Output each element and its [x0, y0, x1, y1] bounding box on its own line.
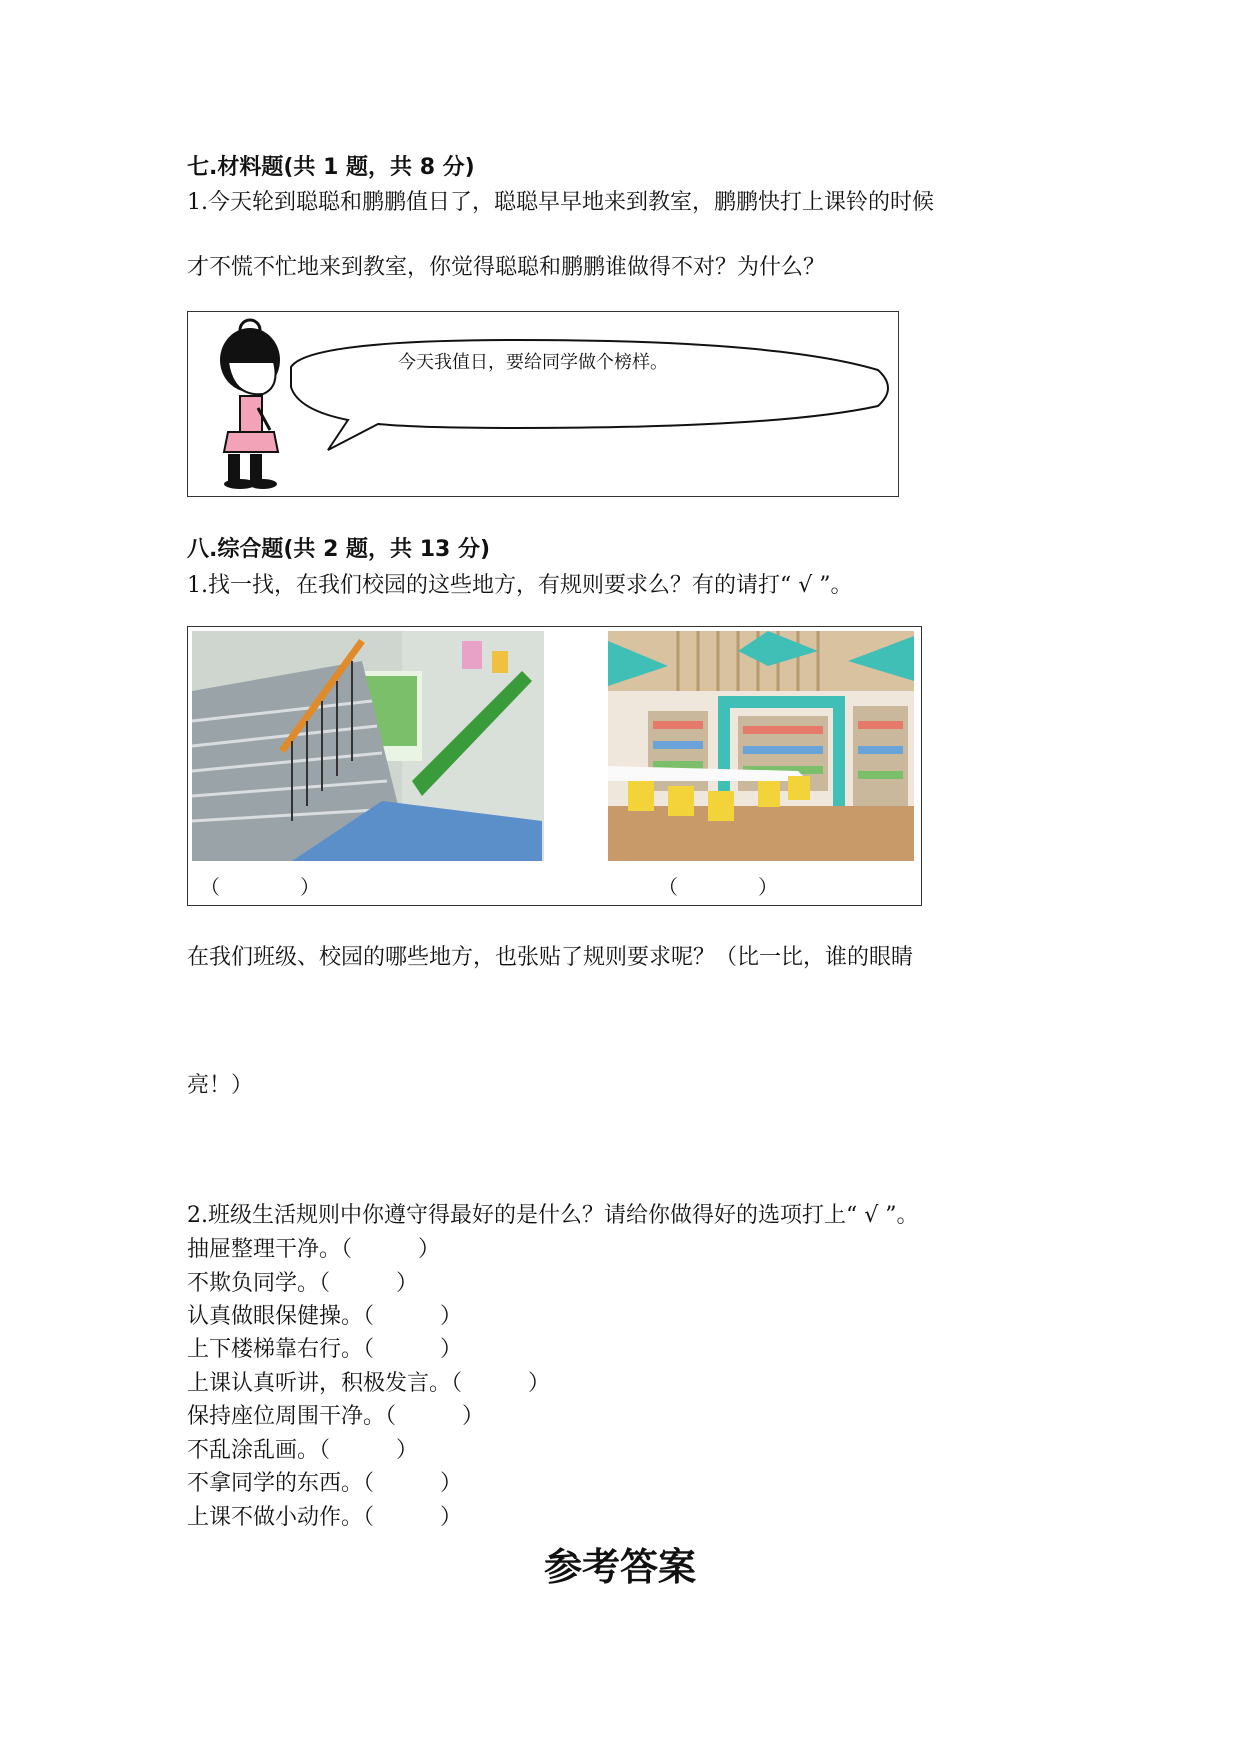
speech-illustration [187, 311, 899, 497]
library-photo [608, 631, 914, 861]
question-8-1-follow-line1: 在我们班级、校园的哪些地方，也张贴了规则要求呢？（比一比，谁的眼睛 [187, 945, 914, 970]
option-item[interactable]: 上下楼梯靠右行。（ ） [187, 1337, 463, 1362]
option-item[interactable]: 不乱涂乱画。（ ） [187, 1438, 419, 1463]
option-item[interactable]: 抽屉整理干净。（ ） [187, 1237, 441, 1262]
option-item[interactable]: 上课不做小动作。（ ） [187, 1505, 463, 1530]
question-8-1-follow-line2: 亮！） [187, 1073, 254, 1098]
photo-frame [187, 626, 922, 906]
speech-bubble-text: 今天我值日，要给同学做个榜样。 [398, 352, 668, 373]
section-eight-heading: 八.综合题(共 2 题，共 13 分) [187, 537, 491, 562]
option-item[interactable]: 不拿同学的东西。（ ） [187, 1471, 463, 1496]
girl-speech-svg [188, 312, 898, 496]
question-7-1-line1: 1.今天轮到聪聪和鹏鹏值日了，聪聪早早地来到教室，鹏鹏快打上课铃的时候 [187, 190, 934, 215]
question-8-2-line: 2.班级生活规则中你遵守得最好的是什么？请给你做得好的选项打上“ √ ”。 [187, 1203, 919, 1228]
answer-paren-left[interactable]: （ ） [200, 875, 320, 899]
girl-figure-icon [220, 320, 280, 489]
option-item[interactable]: 不欺负同学。（ ） [187, 1271, 419, 1296]
section-seven-heading: 七.材料题(共 1 题，共 8 分) [187, 155, 475, 180]
option-item[interactable]: 上课认真听讲，积极发言。（ ） [187, 1371, 551, 1396]
question-8-1-line: 1.找一找，在我们校园的这些地方，有规则要求么？有的请打“ √ ”。 [187, 573, 853, 598]
staircase-photo [192, 631, 544, 861]
option-item[interactable]: 认真做眼保健操。（ ） [187, 1304, 463, 1329]
option-item[interactable]: 保持座位周围干净。（ ） [187, 1404, 485, 1429]
answer-section-title: 参考答案 [543, 1545, 696, 1589]
answer-paren-right[interactable]: （ ） [658, 875, 778, 899]
question-7-1-line2: 才不慌不忙地来到教室，你觉得聪聪和鹏鹏谁做得不对？为什么？ [187, 255, 826, 280]
